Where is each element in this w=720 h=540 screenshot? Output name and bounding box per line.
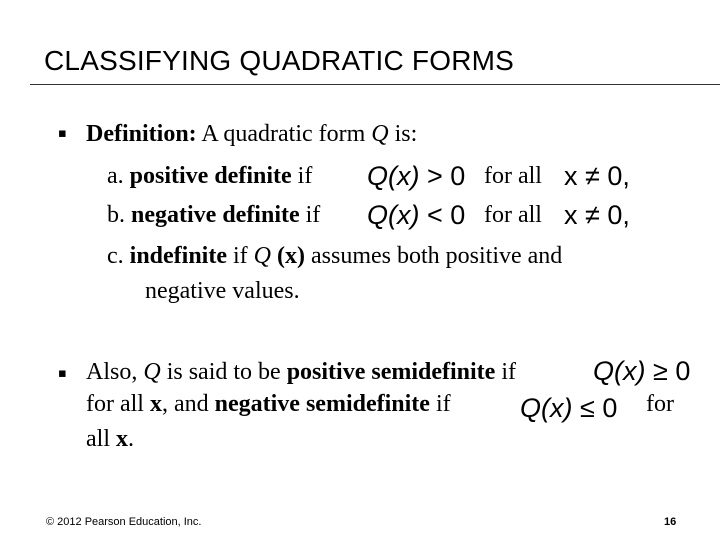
expr1-left: Q(x) [593,356,646,386]
item-a-term: positive definite [129,163,292,189]
also-line3-x: x [116,426,128,452]
expr1-op: ≥ 0 [653,356,691,386]
item-c-cond: if [227,243,254,269]
item-a-x-expr: x ≠ 0 [564,161,623,191]
copyright-notice: © 2012 Pearson Education, Inc. [46,516,202,528]
item-b-letter: b. [107,202,125,228]
item-b-x-expression [564,199,630,231]
item-c-x: (x) [277,243,305,269]
expr2-left: Q(x) [520,393,573,423]
item-a-tail: , [622,161,630,191]
negative-semidefinite-expression [520,392,617,424]
item-a-x-expression [564,160,630,192]
negative-semidefinite-term: negative semidefinite [214,391,430,417]
item-b-forall: for all [484,202,542,228]
item-b-tail: , [622,200,630,230]
also-line-3 [86,424,134,454]
also-line2-end: for [646,391,674,417]
item-a-cond: if [291,163,313,189]
item-a-expr-op: > 0 [427,161,466,191]
item-a-expression [367,160,465,192]
item-b-expr-op: < 0 [427,200,466,230]
expr2-op: ≤ 0 [580,393,618,423]
definition-line [86,119,417,149]
definition-end: is: [388,121,418,147]
item-a-expr-left: Q(x) [367,161,420,191]
also-line1-b: is said to be [160,359,287,385]
item-a-line [107,161,312,191]
item-b-term: negative definite [131,202,300,228]
definition-text: A quadratic form [196,121,372,147]
definition-label: Definition: [86,121,197,147]
also-line2-a: for all [86,391,150,417]
also-line1-a: Also, [86,359,144,385]
item-c-rest: assumes both positive and [305,243,563,269]
square-bullet-icon: ▪ [58,126,67,141]
item-c-term: indefinite [129,243,227,269]
item-c-line [107,241,562,271]
item-b-cond: if [299,202,321,228]
also-line2-b: , and [161,391,215,417]
square-bullet-icon: ▪ [58,366,67,381]
item-b-line [107,200,320,230]
item-b-expression [367,199,465,231]
also-q-variable: Q [143,359,161,385]
also-line1-c: if [495,359,516,385]
also-line3-b: . [128,426,134,452]
item-b-x-expr: x ≠ 0 [564,200,623,230]
also-line-1 [86,357,516,387]
also-line2-c: if [429,391,451,417]
also-line2-x: x [149,391,162,417]
item-a-forall: for all [484,163,542,189]
item-c-q-variable: Q [253,243,272,269]
also-line-2 [86,389,451,419]
item-c-continuation: negative values. [145,278,300,304]
slide-title: CLASSIFYING QUADRATIC FORMS [44,45,515,76]
also-line3-a: all [86,426,116,452]
item-a-letter: a. [107,163,124,189]
positive-semidefinite-expression [593,355,690,387]
item-b-expr-left: Q(x) [367,200,420,230]
page-number: 16 [664,516,677,528]
q-variable: Q [371,121,389,147]
item-c-letter: c. [107,243,124,269]
title-divider [30,84,720,85]
positive-semidefinite-term: positive semidefinite [286,359,496,385]
